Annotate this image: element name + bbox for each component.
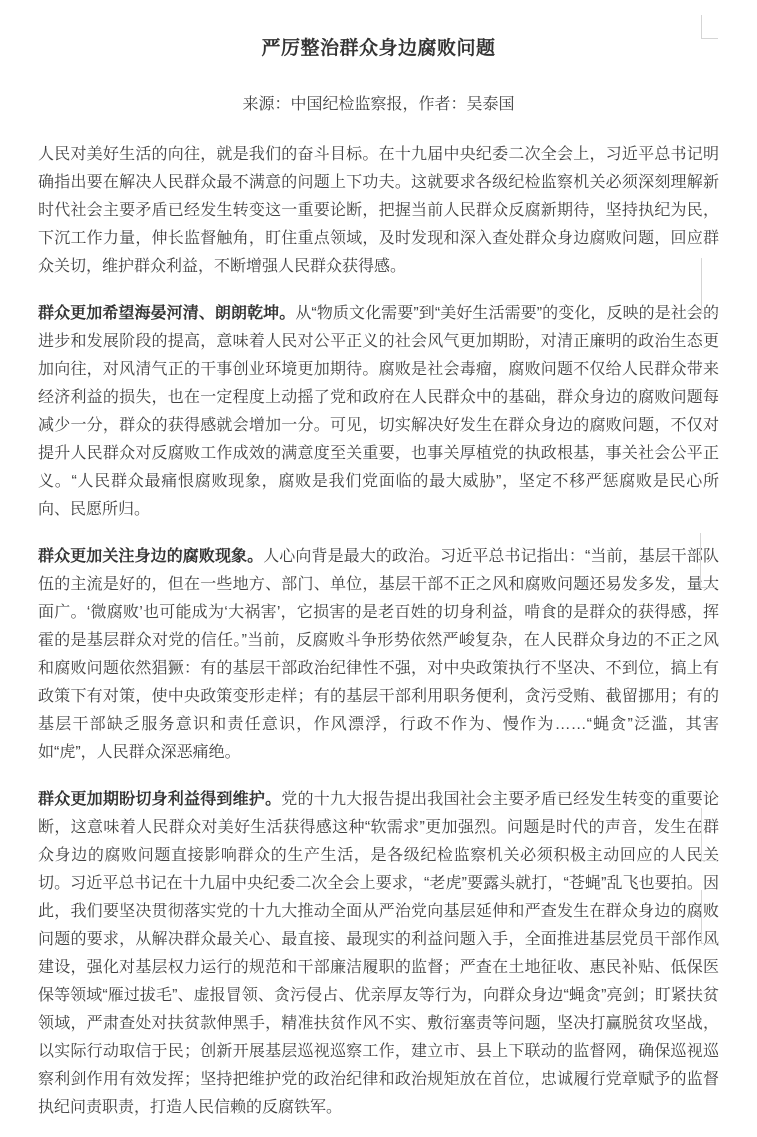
article-paragraph-4 bbox=[38, 786, 719, 1122]
paragraph-lead: 群众更加希望海晏河清、朗朗乾坤。 bbox=[38, 305, 296, 322]
paragraph-text: 党的十九大报告提出我国社会主要矛盾已经发生转变的重要论断，这意味着人民群众对美好生活获得感这种“软需求”更加强烈。问题是时代的声音，发生在群众身边的腐败问题直接影响群众的生产生活，是各级纪检监察机关必须积极主动回应的人民关切。习近平总书记在十九届中央纪委二次全会上要求，“老虎”要露头就打，“苍蝇”乱飞也要拍。因此，我们要坚决贯彻落实党的十九大推动全面从严治党向基层延伸和严查发生在群众身边的腐败问题的要求，从解决群众最关心、最直接、最现实的利益问题入手，全面推进基层党员干部作风建设，强化对基层权力运行的规范和干部廉洁履职的监督；严查在土地征收、惠民补贴、低保医保等领域“雁过拔毛”、虚报冒领、贪污侵占、优亲厚友等行为，向群众身边“蝇贪”亮剑；盯紧扶贫领域，严肃查处对扶贫款伸黑手，精准扶贫作风不实、敷衍塞责等问题，坚决打赢脱贫攻坚战，以实际行动取信于民；创新开展基层巡视巡察工作，建立市、县上下联动的监督网，确保巡视巡察利剑作用有效发挥；坚持把维护党的政治纪律和政治规矩放在首位，忠诚履行党章赋予的监督执纪问责职责，打造人民信赖的反腐铁军。 bbox=[38, 791, 719, 1116]
article-paragraph-2 bbox=[38, 300, 719, 524]
paragraph-lead: 群众更加关注身边的腐败现象。 bbox=[38, 548, 264, 565]
article-body bbox=[38, 141, 719, 1122]
paragraph-lead: 群众更加期盼切身利益得到维护。 bbox=[38, 791, 282, 808]
paragraph-text: 从“物质文化需要”到“美好生活需要”的变化，反映的是社会的进步和发展阶段的提高，意味着人民对公平正义的社会风气更加期盼，对清正廉明的政治生态更加向往，对风清气正的干事创业环境更加期待。腐败是社会毒瘤，腐败问题不仅给人民群众带来经济利益的损失，也在一定程度上动摇了党和政府在人民群众中的基础，群众身边的腐败问题每减少一分，群众的获得感就会增加一分。可见，切实解决好发生在群众身边的腐败问题，不仅对提升人民群众对反腐败工作成效的满意度至关重要，也事关厚植党的执政根基，事关社会公平正义。“人民群众最痛恨腐败现象，腐败是我们党面临的最大威胁”，坚定不移严惩腐败是民心所向、民愿所归。 bbox=[38, 305, 719, 518]
paragraph-text: 人民对美好生活的向往，就是我们的奋斗目标。在十九届中央纪委二次全会上，习近平总书记明确指出要在解决人民群众最不满意的问题上下功夫。这就要求各级纪检监察机关必须深刻理解新时代社会主要矛盾已经发生转变这一重要论断，把握当前人民群众反腐新期待，坚持执纪为民，下沉工作力量，伸长监督触角，盯住重点领域，及时发现和深入查处群众身边腐败问题，回应群众关切，维护群众利益，不断增强人民群众获得感。 bbox=[38, 146, 719, 275]
article-title: 严厉整治群众身边腐败问题 bbox=[261, 38, 496, 59]
article-paragraph-3 bbox=[38, 543, 719, 767]
paragraph-text: 人心向背是最大的政治。习近平总书记指出：“当前，基层干部队伍的主流是好的，但在一些地方、部门、单位，基层干部不正之风和腐败问题还易发多发，量大面广。‘微腐败’也可能成为‘大祸害’，它损害的是老百姓的切身利益，啃食的是群众的获得感，挥霍的是基层群众对党的信任。”当前，反腐败斗争形势依然严峻复杂，在人民群众身边的不正之风和腐败问题依然猖獗：有的基层干部政治纪律性不强，对中央政策执行不坚决、不到位，搞上有政策下有对策，使中央政策变形走样；有的基层干部利用职务便利，贪污受贿、截留挪用；有的基层干部缺乏服务意识和责任意识，作风漂浮，行政不作为、慢作为……“蝇贪”泛滥，其害如“虎”，人民群众深恶痛绝。 bbox=[38, 548, 719, 761]
article-source-line: 来源：中国纪检监察报，作者：吴泰国 bbox=[242, 96, 515, 113]
article-paragraph-1 bbox=[38, 141, 719, 281]
